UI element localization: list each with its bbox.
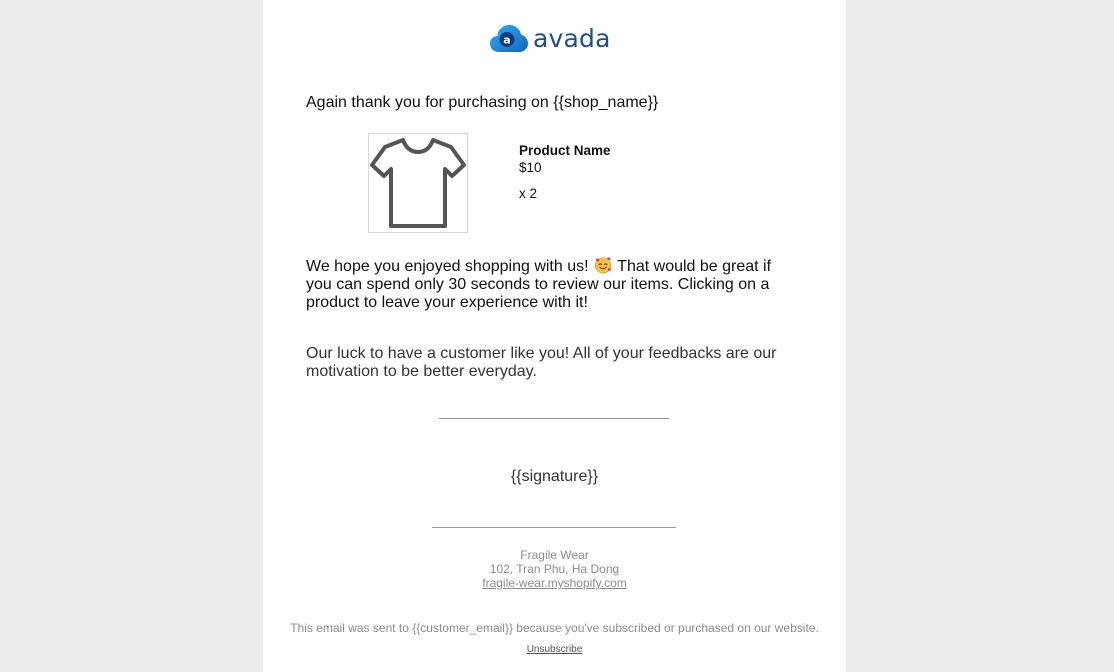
unsubscribe-link[interactable]: Unsubscribe: [526, 644, 583, 655]
unsubscribe-row: [263, 644, 846, 655]
store-address: 102, Tran Phu, Ha Dong: [489, 562, 620, 576]
email-body: [263, 0, 846, 672]
store-name: Fragile Wear: [520, 548, 589, 562]
cloud-logo-icon: [490, 21, 528, 55]
smiling-face-with-hearts-emoji: [594, 256, 612, 274]
logo-letter: a: [503, 33, 511, 47]
brand-name: avada: [533, 23, 611, 53]
tshirt-icon: [369, 134, 467, 232]
divider-top: [439, 418, 669, 419]
closing-text: Our luck to have a customer like you! All of your feedbacks are our motivation to be better everyday.: [306, 345, 777, 380]
product-quantity: x 2: [519, 186, 538, 201]
footer-address: [263, 548, 846, 590]
email-notice: This email was sent to {{customer_email}} because you've subscribed or purchased on our website.: [290, 621, 819, 635]
greeting-heading: Again thank you for purchasing on {{shop_name}}: [306, 94, 659, 111]
signature: {{signature}}: [510, 468, 599, 485]
review-request-part1: We hope you enjoyed shopping with us!: [306, 258, 589, 275]
product-image[interactable]: [368, 133, 468, 233]
product-price: $10: [519, 160, 542, 175]
product-info[interactable]: [519, 142, 611, 202]
store-website-link[interactable]: fragile-wear.myshopify.com: [482, 576, 627, 590]
divider-bottom: [432, 527, 676, 528]
review-request-part2: That would be great if you can spend only 30 seconds to review our items. Clicking on a product to leave your experience with it!: [306, 258, 772, 311]
review-request-text: [306, 256, 796, 312]
brand-logo[interactable]: [490, 21, 611, 55]
product-name[interactable]: Product Name: [519, 143, 611, 158]
